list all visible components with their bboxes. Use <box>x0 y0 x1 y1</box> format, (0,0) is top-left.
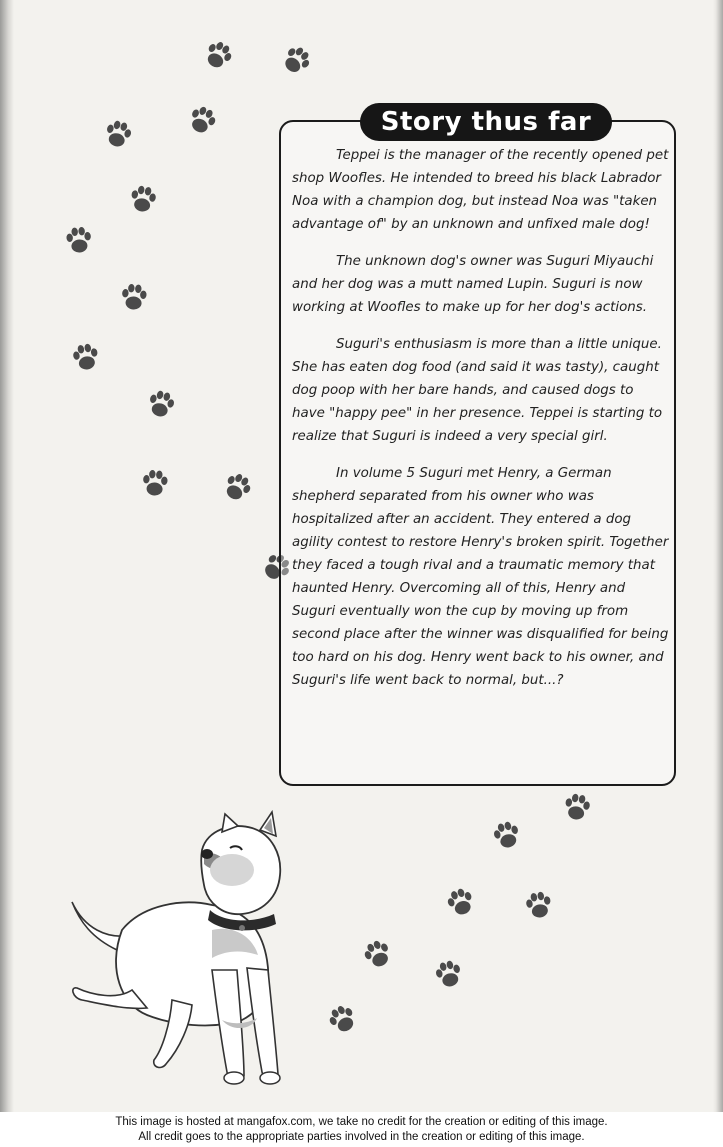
paw-print-icon <box>103 119 133 150</box>
story-text <box>292 144 670 706</box>
paw-print-icon <box>563 792 591 821</box>
credit-line: This image is hosted at mangafox.com, we take no credit for the creation or editing of this image. <box>115 1116 608 1128</box>
story-paragraph: In volume 5 Suguri met Henry, a German shepherd separated from his owner who was hospitalized after an accident. They entered a dog agility contest to restore Henry's broken spirit. Together they faced a tough rival and a traumatic memory that haunted Henry. Overcoming all of this, Henry and Suguri eventually won the cup by moving up from second place after the winner was disqualified for being too hard on his dog. Henry went back to his owner, and Suguri's life went back to normal, but...? <box>292 466 669 688</box>
paw-print-icon <box>186 103 219 136</box>
paw-print-icon <box>202 38 236 72</box>
paw-print-icon <box>525 890 553 919</box>
credit-footer <box>0 1112 723 1147</box>
paw-print-icon <box>445 886 477 918</box>
paw-print-icon <box>434 959 464 990</box>
paw-print-icon <box>121 283 148 310</box>
dog-illustration-icon <box>62 810 312 1095</box>
story-paragraph: Teppei is the manager of the recently opened pet shop Woofles. He intended to breed his black Labrador Noa with a champion dog, but instead Noa was "taken advantage of" by an unknown and unfixed male dog! <box>292 148 669 232</box>
paw-print-icon <box>492 820 522 851</box>
story-paragraph: The unknown dog's owner was Suguri Miyauchi and her dog was a mutt named Lupin. Suguri is now working at Woofles to make up for her dog's actions. <box>292 254 654 315</box>
paw-print-icon <box>221 470 255 504</box>
story-title: Story thus far <box>360 103 612 141</box>
paw-print-icon <box>72 342 100 371</box>
paw-print-icon <box>66 226 93 253</box>
paw-print-icon <box>279 43 314 78</box>
paw-print-icon <box>326 1002 360 1036</box>
credit-line: All credit goes to the appropriate parties involved in the creation or editing of this image. <box>138 1131 585 1143</box>
paw-print-icon <box>146 389 176 420</box>
story-paragraph: Suguri's enthusiasm is more than a little unique. She has eaten dog food (and said it was tasty), caught dog poop with her bare hands, and caused dogs to have "happy pee" in her presence. Teppei is starting to realize that Suguri is indeed a very special girl. <box>292 337 663 444</box>
paw-print-icon <box>129 184 157 213</box>
paw-print-icon <box>361 937 394 970</box>
paw-print-icon <box>142 469 169 496</box>
